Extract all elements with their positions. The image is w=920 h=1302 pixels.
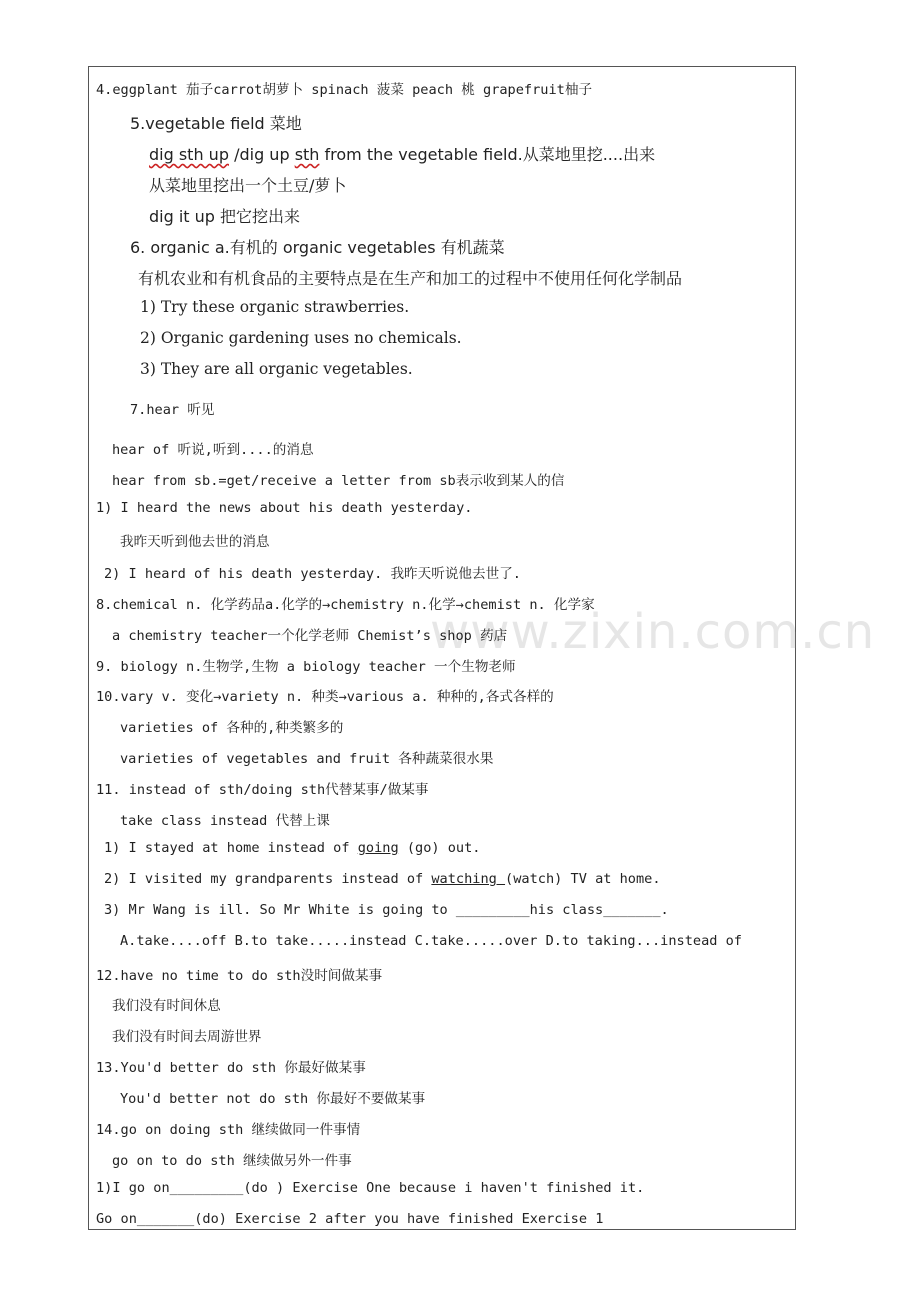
item-5-dig-it-up: dig it up 把它挖出来 [149,207,301,226]
item-12-example-1: 我们没有时间休息 [112,998,221,1014]
item-14-go-on-to-do: go on to do sth 继续做另外一件事 [112,1153,352,1169]
item-13-heading: 13.You'd better do sth 你最好做某事 [96,1060,366,1076]
item-10-varieties-of: varieties of 各种的,种类繁多的 [120,720,344,736]
item-5-example-cn: 从菜地里挖出一个土豆/萝卜 [149,176,347,195]
item-7-hear-from: hear from sb.=get/receive a letter from sb表示收到某人的信 [112,473,565,489]
watermark: www.zixin.com.cn [430,604,876,660]
item-6-example-2: 2) Organic gardening uses no chemicals. [140,329,462,347]
dig-sth-up-text: dig sth up [149,145,229,164]
item-6-example-3: 3) They are all organic vegetables. [140,360,413,378]
item-7-example-1: 1) I heard the news about his death yesterday. [96,500,473,516]
item-5-heading: 5.vegetable field 菜地 [130,114,302,133]
item-11-example-2: 2) I visited my grandparents instead of watching (watch) TV at home. [104,871,661,887]
item-8-heading: 8.chemical n. 化学药品a.化学的→chemistry n.化学→chemist n. 化学家 [96,597,595,613]
item-6-heading: 6. organic a.有机的 organic vegetables 有机蔬菜 [130,238,505,257]
item-4-fruits-vegetables: 4.eggplant 茄子carrot胡萝卜 spinach 菠菜 peach 桃 grapefruit柚子 [96,82,593,98]
answer-going: going [357,840,399,856]
item-12-example-2: 我们没有时间去周游世界 [112,1029,262,1045]
answer-watching: watching [431,871,506,887]
item-6-example-1: 1) Try these organic strawberries. [140,298,410,316]
item-14-exercise-1: 1)I go on_________(do ) Exercise One because i haven't finished it. [96,1180,645,1196]
item-5-dig-up: dig sth up /dig up sth from the vegetable field.从菜地里挖....出来 [149,145,656,164]
item-13-negative: You'd better not do sth 你最好不要做某事 [120,1091,426,1107]
item-12-heading: 12.have no time to do sth没时间做某事 [96,968,383,984]
item-11-example-1: 1) I stayed at home instead of going (go) out. [104,840,481,856]
item-8-examples: a chemistry teacher一个化学老师 Chemist’s shop 药店 [112,628,508,644]
item-11-heading: 11. instead of sth/doing sth代替某事/做某事 [96,782,429,798]
item-10-heading: 10.vary v. 变化→variety n. 种类→various a. 种种的,各式各样的 [96,689,554,705]
item-11-take-class: take class instead 代替上课 [120,813,330,829]
item-14-heading: 14.go on doing sth 继续做同一件事情 [96,1122,361,1138]
item-6-note-cn: 有机农业和有机食品的主要特点是在生产和加工的过程中不使用任何化学制品 [138,269,683,288]
item-7-example-2: 2) I heard of his death yesterday. 我昨天听说他去世了. [104,566,521,582]
item-11-choices: A.take....off B.to take.....instead C.take.....over D.to taking...instead of [120,933,742,949]
item-9-heading: 9. biology n.生物学,生物 a biology teacher 一个生物老师 [96,659,516,675]
item-7-example-1-cn: 我昨天听到他去世的消息 [120,534,270,550]
item-11-question-3: 3) Mr Wang is ill. So Mr White is going to _________his class_______. [104,902,669,918]
item-14-exercise-2: Go on_______(do) Exercise 2 after you have finished Exercise 1 [96,1211,604,1227]
item-10-example: varieties of vegetables and fruit 各种蔬菜很水果 [120,751,494,767]
item-7-hear-of: hear of 听说,听到....的消息 [112,442,314,458]
item-7-heading: 7.hear 听见 [130,402,215,418]
